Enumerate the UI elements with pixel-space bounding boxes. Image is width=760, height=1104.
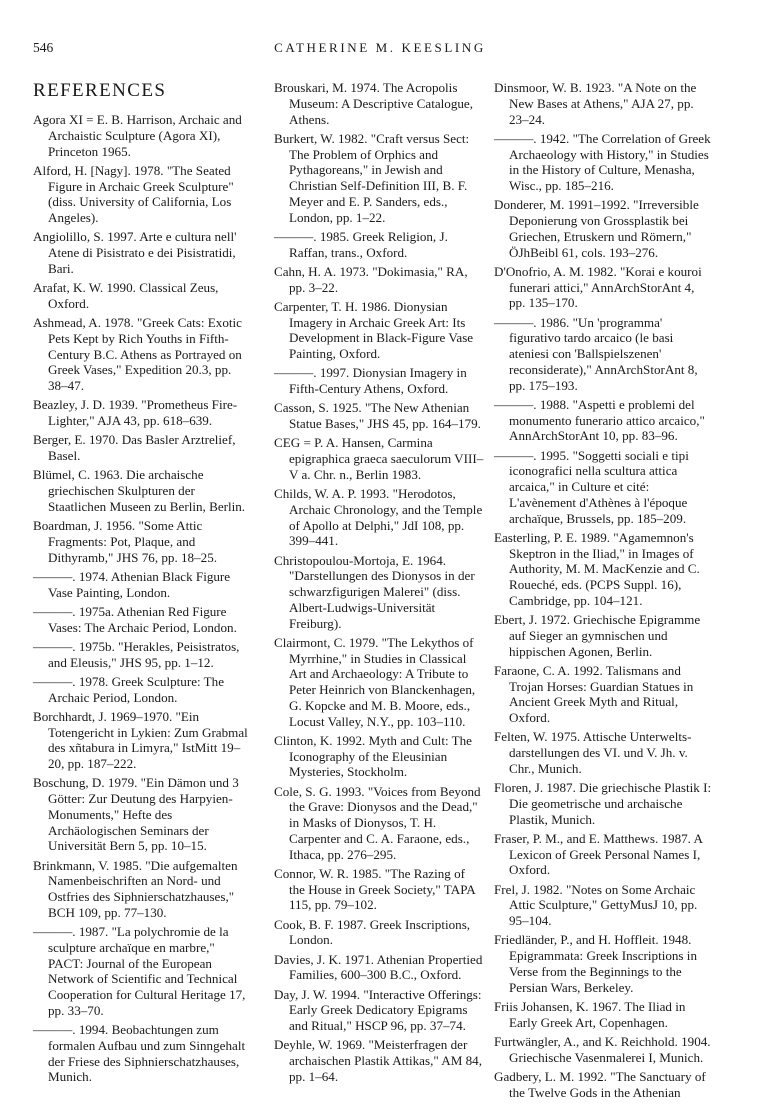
reference-entry: Cole, S. G. 1993. "Voices from Beyond the Grave: Dionysos and the Dead," in Masks of Dionysos, T. H. Carpenter and C. A. Faraone, eds., Ithaca, pp. 276–295.	[274, 783, 481, 862]
reference-entry: ———. 1974. Athenian Black Figure Vase Painting, London.	[33, 568, 231, 600]
reference-entry: Faraone, C. A. 1992. Talismans and Trojan Horses: Guardian Statues in Ancient Greek Myth and Ritual, Oxford.	[494, 662, 694, 725]
section-title: REFERENCES	[33, 80, 167, 101]
reference-entry: Davies, J. K. 1971. Athenian Propertied Families, 600–300 B.C., Oxford.	[274, 951, 483, 983]
reference-entry: Clairmont, C. 1979. "The Lekythos of Myrrhine," in Studies in Classical Art and Archaeology: A Tribute to Peter Heinrich von Blanckenhagen, G. Kopcke and M. B. Moore, eds., Locust Valley, N.Y., pp. 103–110.	[274, 634, 476, 729]
reference-entry: Carpenter, T. H. 1986. Dionysian Imagery in Archaic Greek Art: Its Development in Black-Figure Vase Painting, Oxford.	[274, 298, 474, 361]
references-column-3	[494, 80, 712, 1104]
reference-entry: Cahn, H. A. 1973. "Dokimasia," RA, pp. 3–22.	[274, 263, 468, 295]
reference-entry: Agora XI = E. B. Harrison, Archaic and Archaistic Sculpture (Agora XI), Princeton 1965.	[33, 112, 242, 159]
reference-entry: Blümel, C. 1963. Die archaische griechischen Skulpturen der Staatlichen Museen zu Berlin, Berlin.	[33, 467, 246, 514]
reference-entry: Fraser, P. M., and E. Matthews. 1987. A Lexicon of Greek Personal Names I, Oxford.	[494, 830, 703, 878]
reference-entry: Day, J. W. 1994. "Interactive Offerings: Early Greek Dedicatory Epigrams and Ritual," HSCP 96, pp. 37–74.	[274, 986, 482, 1033]
reference-entry: Alford, H. [Nagy]. 1978. "The Seated Figure in Archaic Greek Sculpture" (diss. University of California, Los Angeles).	[33, 162, 234, 225]
reference-entry: Angiolillo, S. 1997. Arte e cultura nell' Atene di Pisistrato e dei Pisistratidi, Bari.	[33, 229, 237, 276]
reference-entry: Gadbery, L. M. 1992. "The Sanctuary of the Twelve Gods in the Athenian	[494, 1068, 706, 1100]
reference-entry: Childs, W. A. P. 1993. "Herodotos, Archaic Chronology, and the Temple of Apollo at Delphi," JdI 108, pp. 399–441.	[274, 486, 483, 549]
reference-entry: Boschung, D. 1979. "Ein Dämon und 3 Götter: Zur Deutung des Harpyien-Monuments," Hefte des Archäologischen Seminars der Universität Bern 5, pp. 10–15.	[33, 775, 239, 854]
reference-entry: Casson, S. 1925. "The New Athenian Statue Bases," JHS 45, pp. 164–179.	[274, 400, 481, 431]
reference-entry: Clinton, K. 1992. Myth and Cult: The Iconography of the Eleusinian Mysteries, Stockholm.	[274, 732, 472, 780]
reference-entry: ———. 1997. Dionysian Imagery in Fifth-Century Athens, Oxford.	[274, 365, 467, 396]
reference-entry: Friedländer, P., and H. Hoffleit. 1948. Epigrammata: Greek Inscriptions in Verse from the Beginnings to the Persian Wars, Berkeley.	[494, 932, 697, 995]
reference-entry: Burkert, W. 1982. "Craft versus Sect: The Problem of Orphics and Pythagoreans," in Jewish and Christian Self-Definition III, B. F. Meyer and E. P. Sanders, eds., London, pp. 1–22.	[274, 130, 470, 225]
reference-entry: Borchhardt, J. 1969–1970. "Ein Totengericht in Lykien: Zum Grabmal des xñtabura in Limyra," IstMitt 19–20, pp. 187–222.	[33, 708, 248, 771]
reference-entry: Cook, B. F. 1987. Greek Inscriptions, London.	[274, 916, 471, 948]
reference-entry: ———. 1978. Greek Sculpture: The Archaic Period, London.	[33, 673, 225, 705]
reference-entry: Floren, J. 1987. Die griechische Plastik I: Die geometrische und archaische Plastik, Munich.	[494, 780, 712, 827]
reference-entry: Deyhle, W. 1969. "Meisterfragen der archaischen Plastik Attikas," AM 84, pp. 1–64.	[274, 1037, 482, 1084]
reference-entry: ———. 1975b. "Herakles, Peisistratos, and Eleusis," JHS 95, pp. 1–12.	[33, 638, 240, 670]
page-number: 546	[33, 40, 54, 55]
reference-entry: Brouskari, M. 1974. The Acropolis Museum: A Descriptive Catalogue, Athens.	[274, 80, 474, 127]
reference-entry: Frel, J. 1982. "Notes on Some Archaic Attic Sculpture," GettyMusJ 10, pp. 95–104.	[494, 881, 698, 928]
reference-entry: Felten, W. 1975. Attische Unterwelts-darstellungen des VI. und V. Jh. v. Chr., Munich.	[494, 729, 692, 776]
running-title: CATHERINE M. KEESLING	[274, 40, 486, 55]
references-column-2	[274, 80, 484, 1088]
reference-entry: Ebert, J. 1972. Griechische Epigramme auf Sieger an gymnischen und hippischen Agonen, Berlin.	[494, 612, 701, 659]
reference-entry: ———. 1986. "Un 'programma' figurativo tardo arcaico (le basi ateniesi con 'Ballspielszenen' reconsiderate)," AnnArchStorAnt 8, pp. 175–193.	[494, 314, 698, 393]
reference-entry: D'Onofrio, A. M. 1982. "Korai e kouroi funerari attici," AnnArchStorAnt 4, pp. 135–170.	[494, 263, 702, 311]
reference-entry: ———. 1942. "The Correlation of Greek Archaeology with History," in Studies in the History of Culture, Menasha, Wisc., pp. 185–216.	[494, 130, 711, 193]
reference-entry: ———. 1975a. Athenian Red Figure Vases: The Archaic Period, London.	[33, 603, 237, 635]
reference-entry: CEG = P. A. Hansen, Carmina epigraphica graeca saeculorum VIII–V a. Chr. n., Berlin 1983.	[274, 435, 484, 482]
reference-entry: Furtwängler, A., and K. Reichhold. 1904. Griechische Vasenmalerei I, Munich.	[494, 1033, 711, 1065]
reference-entry: ———. 1985. Greek Religion, J. Raffan, trans., Oxford.	[274, 228, 448, 260]
reference-entry: Connor, W. R. 1985. "The Razing of the House in Greek Society," TAPA 115, pp. 79–102.	[274, 865, 476, 913]
reference-entry: Easterling, P. E. 1989. "Agamemnon's Skeptron in the Iliad," in Images of Authority, M. M. MacKenzie and C. Roueché, eds. (PCPS Suppl. 16), Cambridge, pp. 104–121.	[494, 529, 700, 608]
reference-entry: ———. 1988. "Aspetti e problemi del monumento funerario attico arcaico," AnnArchStorAnt 10, pp. 83–96.	[494, 396, 705, 444]
reference-entry: Brinkmann, V. 1985. "Die aufgemalten Namenbeischriften an Nord- und Ostfries des Siphnierschatzhauses," BCH 109, pp. 77–130.	[33, 857, 238, 920]
reference-entry: ———. 1994. Beobachtungen zum formalen Aufbau und zum Sinngehalt der Friese des Siphnierschatzhauses, Munich.	[33, 1022, 246, 1085]
reference-entry: Boardman, J. 1956. "Some Attic Fragments: Pot, Plaque, and Dithyramb," JHS 76, pp. 18–25.	[33, 518, 218, 565]
references-column-1	[33, 80, 251, 1089]
reference-entry: Christopoulou-Mortoja, E. 1964. "Darstellungen des Dionysos in der schwarzfigurigen Malerei" (diss. Albert-Ludwigs-Universität Freiburg).	[274, 552, 475, 631]
reference-entry: ———. 1995. "Soggetti sociali e tipi iconografici nella scultura attica arcaica," in Culture et cité: L'avènement d'Athènes à l'époque archaïque, Brussels, pp. 185–209.	[494, 447, 689, 526]
reference-entry: ———. 1987. "La polychromie de la sculpture archaïque en marbre," PACT: Journal of the European Network of Scientific and Technical Cooperation for Cultural Heritage 17, pp. 33–70.	[33, 924, 246, 1018]
reference-entry: Donderer, M. 1991–1992. "Irreversible Deponierung von Grossplastik bei Griechen, Etruskern und Römern," ÖJhBeibl 61, cols. 193–276.	[494, 197, 699, 260]
reference-entry: Beazley, J. D. 1939. "Prometheus Fire-Lighter," AJA 43, pp. 618–639.	[33, 397, 238, 428]
reference-entry: Friis Johansen, K. 1967. The Iliad in Early Greek Art, Copenhagen.	[494, 998, 686, 1030]
reference-entry: Arafat, K. W. 1990. Classical Zeus, Oxford.	[33, 280, 219, 311]
reference-entry: Ashmead, A. 1978. "Greek Cats: Exotic Pets Kept by Rich Youths in Fifth-Century B.C. Athens as Portrayed on Greek Vases," Expedition 20.3, pp. 38–47.	[33, 315, 242, 393]
reference-entry: Dinsmoor, W. B. 1923. "A Note on the New Bases at Athens," AJA 27, pp. 23–24.	[494, 80, 697, 127]
reference-entry: Berger, E. 1970. Das Basler Arztrelief, Basel.	[33, 432, 236, 463]
